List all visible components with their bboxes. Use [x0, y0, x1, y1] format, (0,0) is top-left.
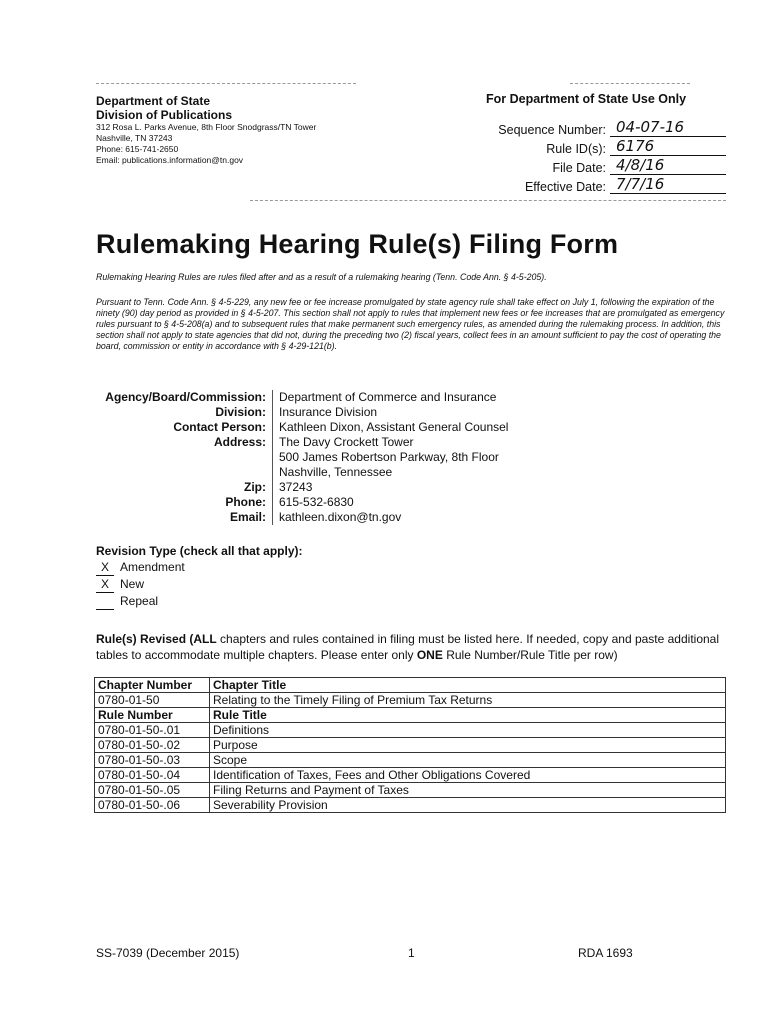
- repeal-checkmark[interactable]: [96, 593, 114, 610]
- table-row: [95, 723, 726, 738]
- file-date-value: 4/8/16: [610, 157, 726, 175]
- sequence-number-row: Sequence Number: 04-07-16: [486, 118, 726, 137]
- chapter-number-header: Chapter Number: [95, 678, 210, 693]
- division-row: Division: Insurance Division: [96, 405, 736, 420]
- table-row: [95, 768, 726, 783]
- table-row: [95, 798, 726, 813]
- footer-form-id: SS-7039 (December 2015): [96, 946, 240, 960]
- footer-rda: RDA 1693: [578, 946, 633, 960]
- city-state-zip: Nashville, TN 37243: [96, 133, 173, 143]
- file-date-row: File Date: 4/8/16: [486, 156, 726, 175]
- rule-number-header: Rule Number: [95, 708, 210, 723]
- rule-number-cell[interactable]: 0780-01-50-.04: [95, 768, 210, 783]
- rule-id-value: 6176: [610, 138, 726, 156]
- header-divider-right: [570, 83, 690, 84]
- chapter-title-cell[interactable]: Relating to the Timely Filing of Premium Tax Returns: [210, 693, 726, 708]
- rule-title-cell[interactable]: Purpose: [210, 738, 726, 753]
- state-use-title: For Department of State Use Only: [486, 92, 687, 106]
- division-name: Division of Publications: [96, 108, 233, 122]
- phone-row: Phone: 615-532-6830: [96, 495, 736, 510]
- department-name: Department of State: [96, 94, 211, 108]
- chapter-number-cell[interactable]: 0780-01-50: [95, 693, 210, 708]
- street-address: 312 Rosa L. Parks Avenue, 8th Floor Snodgrass/TN Tower: [96, 122, 317, 132]
- header-divider-bottom: [250, 200, 726, 201]
- header-divider-left: [96, 83, 356, 84]
- address-line-2-row: 500 James Robertson Parkway, 8th Floor: [96, 450, 736, 465]
- rules-revised-description: Rule(s) Revised (ALL chapters and rules contained in filing must be listed here. If needed, copy and paste additional tables to accommodate multiple chapters. Please enter only ONE Rule Number/Rule Title per row): [96, 632, 720, 662]
- table-row: [95, 753, 726, 768]
- rule-title-cell[interactable]: Severability Provision: [210, 798, 726, 813]
- publisher-address-block: [96, 94, 426, 166]
- rule-title-cell[interactable]: Filing Returns and Payment of Taxes: [210, 783, 726, 798]
- contact-person-row: Contact Person: Kathleen Dixon, Assistant General Counsel: [96, 420, 736, 435]
- new-checkmark[interactable]: X: [96, 576, 114, 593]
- chapter-header-row: [95, 678, 726, 693]
- chapter-row: [95, 693, 726, 708]
- amendment-checkmark[interactable]: X: [96, 559, 114, 576]
- footer-page-number: 1: [408, 946, 415, 960]
- rules-table: [94, 677, 726, 813]
- rule-number-cell[interactable]: 0780-01-50-.05: [95, 783, 210, 798]
- state-use-block: [486, 92, 726, 194]
- email-row: Email: kathleen.dixon@tn.gov: [96, 510, 736, 525]
- revision-amendment: X Amendment: [96, 559, 303, 576]
- agency-row: Agency/Board/Commission: Department of Commerce and Insurance: [96, 390, 736, 405]
- chapter-title-header: Chapter Title: [210, 678, 726, 693]
- rule-number-cell[interactable]: 0780-01-50-.03: [95, 753, 210, 768]
- rule-number-cell[interactable]: 0780-01-50-.01: [95, 723, 210, 738]
- intro-text-2: Pursuant to Tenn. Code Ann. § 4-5-229, any new fee or fee increase promulgated by state agency rule shall take effect on July 1, following the expiration of the ninety (90) day period as provided in § 4-5-207. This section shall not apply to rules that implement new fees or fee increases that are promulgated as emergency rules pursuant to § 4-5-208(a) and to subsequent rules that make permanent such emergency rules, as amended during the rulemaking process. In addition, this section shall not apply to state agencies that did not, during the preceding two (2) fiscal years, collect fees in an amount sufficient to pay the cost of operating the board, commission or entity in accordance with § 4-29-121(b).: [96, 297, 725, 351]
- rule-id-row: Rule ID(s): 6176: [486, 137, 726, 156]
- phone-text: Phone: 615-741-2650: [96, 144, 179, 154]
- form-title: Rulemaking Hearing Rule(s) Filing Form: [96, 229, 619, 259]
- address-row: Address: The Davy Crockett Tower: [96, 435, 736, 450]
- table-row: [95, 738, 726, 753]
- effective-date-value: 7/7/16: [610, 176, 726, 194]
- address-line-3-row: Nashville, Tennessee: [96, 465, 736, 480]
- revision-type-heading: Revision Type (check all that apply):: [96, 544, 303, 558]
- revision-repeal: Repeal: [96, 593, 303, 610]
- rule-header-row: [95, 708, 726, 723]
- sequence-number-value: 04-07-16: [610, 119, 726, 137]
- email-text: Email: publications.information@tn.gov: [96, 155, 244, 165]
- rule-title-cell[interactable]: Identification of Taxes, Fees and Other Obligations Covered: [210, 768, 726, 783]
- rule-number-cell[interactable]: 0780-01-50-.06: [95, 798, 210, 813]
- effective-date-row: Effective Date: 7/7/16: [486, 175, 726, 194]
- revision-type-block: [96, 543, 303, 610]
- rule-title-cell[interactable]: Scope: [210, 753, 726, 768]
- table-row: [95, 783, 726, 798]
- revision-new: X New: [96, 576, 303, 593]
- zip-row: Zip: 37243: [96, 480, 736, 495]
- agency-info-block: [96, 390, 736, 525]
- intro-text-1: Rulemaking Hearing Rules are rules filed after and as a result of a rulemaking hearing (Tenn. Code Ann. § 4-5-205).: [96, 272, 547, 282]
- rule-number-cell[interactable]: 0780-01-50-.02: [95, 738, 210, 753]
- rule-title-header: Rule Title: [210, 708, 726, 723]
- rule-title-cell[interactable]: Definitions: [210, 723, 726, 738]
